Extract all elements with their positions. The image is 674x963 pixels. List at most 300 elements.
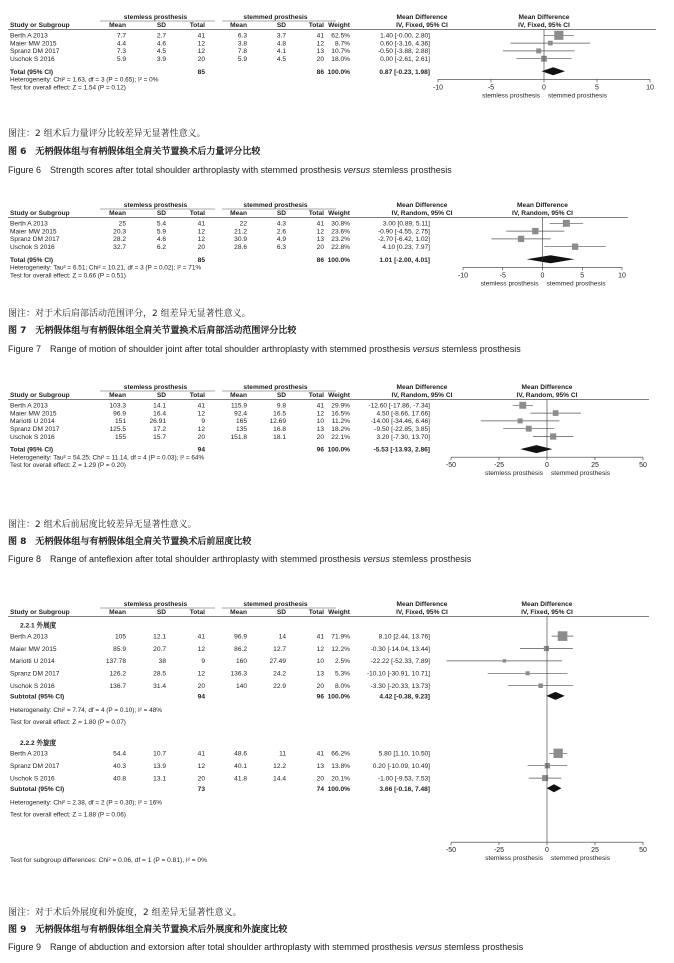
header-total1-1: Total bbox=[189, 209, 205, 217]
header-method-right-3: IV, Fixed, 95% CI bbox=[521, 608, 573, 616]
effect-square-0-2 bbox=[536, 48, 541, 53]
fig7-title-cn: 图 7 无柄假体组与有柄假体组全肩关节置换术后肩部活动范围评分比较 bbox=[8, 326, 297, 336]
study-sd1-2-2: 26.91 bbox=[149, 418, 166, 426]
x-tick-label-0-1: -5 bbox=[487, 84, 495, 92]
study-name-2-3: Spranz DM 2017 bbox=[10, 426, 60, 433]
x-tick-label-0-4: 10 bbox=[646, 84, 654, 92]
overall-effect-1: Test for overall effect: Z = 0.66 (P = 0.51) bbox=[10, 272, 126, 280]
x-label-left-3: stemless prosthesis bbox=[485, 855, 543, 863]
study-n2-1-0: 41 bbox=[316, 220, 324, 228]
header-mean2-3: Mean bbox=[230, 608, 247, 616]
study-mean1-2-1: 96.9 bbox=[113, 410, 126, 418]
study-n1-2-3: 12 bbox=[197, 426, 205, 433]
study-name-2-4: Uschok S 2016 bbox=[10, 433, 55, 441]
fig7-title-en: Figure 7 Range of motion of shoulder joint after total shoulder arthroplasty with stemmed prosthesis versus stemless prosthesis bbox=[8, 344, 521, 354]
study-name-0-3: Uschok S 2016 bbox=[10, 56, 55, 63]
subtotal-ci-3-1: 3.66 [-0.16, 7.48] bbox=[379, 785, 430, 793]
subgroup-overall-1: Test for overall effect: Z = 1.88 (P = 0.06) bbox=[10, 811, 126, 819]
study-sd2-2-1: 16.5 bbox=[273, 410, 286, 418]
fig6-note: 图注：2 组术后力量评分比较差异无显著性意义。 bbox=[8, 129, 206, 139]
study-mean2-3-0-4: 140 bbox=[235, 683, 247, 690]
subtotal-ci-3-0: 4.42 [-0.38, 9.23] bbox=[379, 693, 430, 701]
study-n2-2-1: 12 bbox=[316, 410, 324, 418]
study-n1-2-4: 20 bbox=[197, 433, 205, 441]
study-mean1-3-0-0: 105 bbox=[114, 633, 126, 641]
study-weight-1-3: 22.8% bbox=[331, 244, 350, 251]
study-sd1-1-0: 5.4 bbox=[156, 220, 166, 228]
study-ci-3-0-2: -22.22 [-52.33, 7.89] bbox=[370, 658, 430, 666]
study-mean2-1-2: 30.9 bbox=[234, 236, 247, 244]
study-n1-3-0-3: 12 bbox=[197, 670, 205, 678]
study-mean2-2-2: 165 bbox=[235, 418, 247, 426]
study-ci-3-1-1: 0.20 [-10.09, 10.49] bbox=[372, 763, 430, 770]
subtotal-label-3-1: Subtotal (95% CI) bbox=[10, 785, 65, 793]
header-total1-3: Total bbox=[189, 608, 205, 616]
effect-square-3-0-2 bbox=[503, 659, 506, 662]
effect-square-3-0-3 bbox=[526, 671, 530, 675]
subgroup-heterogeneity-0: Heterogeneity: Chi² = 7.74, df = 4 (P = 0.10); I² = 48% bbox=[10, 707, 162, 715]
study-mean1-3-0-2: 137.78 bbox=[105, 658, 126, 666]
study-name-1-0: Berth A 2013 bbox=[10, 220, 48, 228]
fig9-note: 图注：对于术后外展度和外旋度，2 组差异无显著性意义。 bbox=[8, 908, 242, 918]
x-label-left-1: stemless prosthesis bbox=[480, 280, 539, 288]
header-total2-2: Total bbox=[308, 391, 324, 399]
study-mean2-2-0: 115.9 bbox=[230, 402, 247, 410]
study-weight-2-2: 11.2% bbox=[331, 418, 350, 426]
study-sd2-3-1-0: 11 bbox=[279, 750, 286, 758]
study-mean2-1-3: 28.6 bbox=[234, 244, 247, 251]
study-ci-3-1-2: -1.00 [-9.53, 7.53] bbox=[377, 775, 430, 783]
header-sd1-1: SD bbox=[156, 209, 166, 217]
total-ci-1: 1.01 [-2.00, 4.01] bbox=[379, 256, 430, 264]
study-n2-1-3: 20 bbox=[316, 244, 324, 251]
study-ci-3-0-4: -3.30 [-20.33, 13.73] bbox=[370, 683, 430, 690]
study-mean1-1-0: 25 bbox=[118, 220, 126, 228]
study-n1-0-3: 20 bbox=[197, 56, 205, 63]
study-mean2-2-1: 92.4 bbox=[234, 410, 247, 418]
header-study-3: Study or Subgroup bbox=[10, 608, 70, 616]
study-mean1-0-3: 5.9 bbox=[116, 56, 126, 63]
study-sd2-2-3: 16.8 bbox=[273, 426, 286, 433]
study-sd2-3-1-2: 14.4 bbox=[273, 775, 286, 783]
header-total1-0: Total bbox=[189, 21, 205, 29]
study-ci-0-3: 0.00 [-2.61, 2.61] bbox=[380, 56, 430, 63]
study-n1-3-0-0: 41 bbox=[197, 633, 205, 641]
study-sd1-1-1: 5.9 bbox=[156, 228, 166, 236]
subtotal-label-3-0: Subtotal (95% CI) bbox=[10, 693, 65, 701]
header-group1-3: stemless prosthesis bbox=[123, 601, 188, 608]
study-mean1-1-1: 20.3 bbox=[113, 228, 126, 236]
header-method-right-0: IV, Fixed, 95% CI bbox=[518, 21, 570, 29]
header-md-right-2: Mean Difference bbox=[521, 384, 573, 391]
study-n2-0-1: 12 bbox=[316, 40, 324, 48]
fig6-title-en: Figure 6 Strength scores after total shoulder arthroplasty with stemmed prosthesis versus stemless prosthesis bbox=[8, 165, 452, 175]
study-sd2-3-0-3: 24.2 bbox=[273, 670, 286, 678]
header-md-left-1: Mean Difference bbox=[396, 202, 448, 209]
study-sd1-0-0: 2.7 bbox=[156, 32, 166, 40]
study-name-3-0-1: Maier MW 2015 bbox=[10, 645, 57, 653]
study-sd1-3-0-0: 12.1 bbox=[153, 633, 166, 641]
study-sd2-1-2: 4.9 bbox=[276, 236, 286, 244]
study-name-3-0-0: Berth A 2013 bbox=[10, 633, 48, 641]
study-name-3-0-4: Uschok S 2016 bbox=[10, 683, 55, 690]
fig8-title-cn: 图 8 无柄假体组与有柄假体组全肩关节置换术后前屈度比较 bbox=[8, 537, 252, 547]
study-n2-3-1-1: 13 bbox=[316, 763, 324, 770]
study-weight-3-0-2: 2.5% bbox=[334, 658, 350, 666]
heterogeneity-0: Heterogeneity: Chi² = 1.63, df = 3 (P = 0.65); I² = 0% bbox=[10, 76, 159, 84]
study-weight-2-3: 18.2% bbox=[331, 426, 350, 433]
study-ci-1-1: -0.90 [-4.55, 2.75] bbox=[377, 228, 430, 236]
header-mean1-1: Mean bbox=[109, 209, 126, 217]
header-group2-2: stemmed prosthesis bbox=[243, 384, 308, 391]
header-weight-3: Weight bbox=[328, 608, 350, 616]
header-mean1-0: Mean bbox=[109, 21, 126, 29]
effect-square-2-3 bbox=[526, 426, 532, 432]
study-mean2-2-3: 135 bbox=[235, 426, 247, 433]
study-ci-2-3: -9.50 [-22.85, 3.85] bbox=[374, 426, 430, 433]
study-weight-1-1: 23.6% bbox=[331, 228, 350, 236]
study-mean2-3-0-0: 96.9 bbox=[234, 633, 247, 641]
study-n1-3-1-2: 20 bbox=[197, 775, 205, 783]
header-total2-1: Total bbox=[308, 209, 324, 217]
header-sd1-2: SD bbox=[156, 391, 166, 399]
heterogeneity-2: Heterogeneity: Tau² = 54.25; Chi² = 11.14, df = 4 (P = 0.03); I² = 64% bbox=[10, 454, 205, 462]
header-weight-0: Weight bbox=[328, 21, 350, 29]
x-label-right-1: stemmed prosthesis bbox=[546, 280, 606, 288]
study-n1-1-2: 12 bbox=[197, 236, 205, 244]
study-sd2-2-2: 12.69 bbox=[269, 418, 286, 426]
subtotal-weight-3-1: 100.0% bbox=[327, 785, 350, 793]
study-n1-3-0-2: 9 bbox=[201, 658, 205, 666]
study-mean2-3-1-0: 48.6 bbox=[234, 750, 247, 758]
study-sd2-3-0-4: 22.9 bbox=[273, 683, 286, 690]
study-weight-3-1-1: 13.8% bbox=[331, 763, 350, 770]
study-ci-0-1: 0.60 [-3.16, 4.36] bbox=[380, 40, 430, 48]
header-mean1-2: Mean bbox=[109, 391, 126, 399]
study-sd1-3-1-0: 10.7 bbox=[153, 750, 166, 758]
x-tick-label-3-2: 0 bbox=[545, 847, 549, 855]
header-sd2-1: SD bbox=[276, 209, 286, 217]
study-mean2-3-0-2: 160 bbox=[235, 658, 247, 666]
study-mean1-2-4: 155 bbox=[114, 433, 126, 441]
study-sd2-1-0: 4.3 bbox=[276, 220, 286, 228]
study-weight-3-1-2: 20.1% bbox=[331, 775, 350, 783]
total-n2-2: 96 bbox=[316, 446, 324, 454]
effect-square-3-0-1 bbox=[544, 646, 549, 651]
fig8-title-en: Figure 8 Range of anteflexion after total shoulder arthroplasty with stemmed prosthesis versus stemless prosthesis bbox=[8, 554, 472, 564]
header-mean2-1: Mean bbox=[230, 209, 247, 217]
total-ci-0: 0.87 [-0.23, 1.98] bbox=[379, 68, 430, 76]
effect-square-2-4 bbox=[550, 433, 556, 439]
study-sd2-2-0: 9.8 bbox=[276, 402, 286, 410]
study-weight-2-1: 16.5% bbox=[331, 410, 350, 418]
study-n2-3-0-1: 12 bbox=[316, 645, 324, 653]
header-sd1-0: SD bbox=[156, 21, 166, 29]
study-sd2-3-0-1: 12.7 bbox=[273, 645, 286, 653]
overall-effect-2: Test for overall effect: Z = 1.29 (P = 0.20) bbox=[10, 462, 126, 470]
study-name-1-3: Uschok S 2016 bbox=[10, 244, 55, 251]
total-n1-2: 94 bbox=[197, 446, 205, 454]
study-ci-1-3: 4.10 [0.23, 7.97] bbox=[382, 244, 430, 251]
header-method-left-1: IV, Random, 95% CI bbox=[391, 209, 453, 217]
x-tick-label-1-3: 5 bbox=[580, 272, 585, 280]
study-n1-1-1: 12 bbox=[197, 228, 205, 236]
study-sd1-1-2: 4.6 bbox=[156, 236, 166, 244]
study-sd2-3-1-1: 12.2 bbox=[273, 763, 286, 770]
study-mean2-0-1: 3.8 bbox=[237, 40, 247, 48]
study-mean1-3-1-0: 54.4 bbox=[113, 750, 126, 758]
header-group2-0: stemmed prosthesis bbox=[243, 14, 308, 21]
study-n1-1-0: 41 bbox=[197, 220, 205, 228]
study-n1-3-1-1: 12 bbox=[197, 763, 205, 770]
header-total2-3: Total bbox=[308, 608, 324, 616]
study-name-2-0: Berth A 2013 bbox=[10, 402, 48, 410]
header-group1-2: stemless prosthesis bbox=[123, 384, 188, 391]
study-ci-2-1: 4.50 [-8.66, 17.66] bbox=[376, 410, 430, 418]
total-label-1: Total (95% CI) bbox=[10, 256, 54, 264]
study-mean2-3-0-3: 136.3 bbox=[230, 670, 247, 678]
effect-square-2-0 bbox=[519, 402, 526, 409]
study-mean1-0-2: 7.3 bbox=[116, 48, 126, 56]
study-sd2-1-3: 6.3 bbox=[276, 244, 286, 251]
fig7-note: 图注：对于术后肩部活动范围评分，2 组差异无显著性意义。 bbox=[8, 309, 251, 319]
study-n2-0-0: 41 bbox=[316, 32, 324, 40]
effect-square-2-1 bbox=[553, 410, 559, 416]
total-n2-0: 86 bbox=[316, 68, 324, 76]
subgroup-overall-0: Test for overall effect: Z = 1.80 (P = 0.07) bbox=[10, 719, 126, 726]
x-tick-label-2-1: -25 bbox=[493, 462, 505, 470]
study-name-3-0-3: Spranz DM 2017 bbox=[10, 670, 60, 678]
study-name-0-0: Berth A 2013 bbox=[10, 32, 48, 40]
header-group2-1: stemmed prosthesis bbox=[243, 202, 308, 209]
study-sd2-0-3: 4.5 bbox=[276, 56, 286, 63]
study-n1-3-0-1: 12 bbox=[197, 645, 205, 653]
header-sd2-2: SD bbox=[276, 391, 286, 399]
study-weight-1-0: 30.8% bbox=[331, 220, 350, 228]
subgroup-heterogeneity-1: Heterogeneity: Chi² = 2.38, df = 2 (P = 0.30); I² = 16% bbox=[10, 799, 162, 807]
study-mean1-3-0-4: 136.7 bbox=[109, 683, 126, 690]
header-mean2-0: Mean bbox=[230, 21, 247, 29]
header-method-left-0: IV, Fixed, 95% CI bbox=[396, 21, 448, 29]
study-sd1-3-0-4: 31.4 bbox=[153, 683, 166, 690]
effect-square-3-1-0 bbox=[553, 749, 562, 758]
total-n1-1: 85 bbox=[197, 256, 205, 264]
total-diamond-1 bbox=[527, 255, 575, 263]
x-tick-label-0-0: -10 bbox=[432, 84, 444, 92]
study-mean1-3-1-2: 40.8 bbox=[113, 775, 126, 783]
x-tick-label-3-4: 50 bbox=[639, 847, 647, 855]
header-md-left-3: Mean Difference bbox=[396, 601, 448, 608]
study-mean1-2-0: 103.3 bbox=[109, 402, 126, 410]
study-ci-1-2: -2.70 [-6.42, 1.02] bbox=[377, 236, 430, 244]
x-label-left-0: stemless prosthesis bbox=[482, 92, 540, 100]
study-ci-2-2: -14.00 [-34.46, 6.46] bbox=[370, 418, 430, 426]
study-name-0-1: Maier MW 2015 bbox=[10, 40, 57, 48]
study-name-0-2: Spranz DM 2017 bbox=[10, 48, 60, 56]
effect-square-2-2 bbox=[518, 418, 523, 423]
study-weight-2-4: 22.1% bbox=[331, 433, 350, 441]
header-total1-2: Total bbox=[189, 391, 205, 399]
header-md-right-0: Mean Difference bbox=[518, 14, 570, 21]
header-group1-0: stemless prosthesis bbox=[123, 14, 188, 21]
study-n2-3-0-4: 20 bbox=[316, 683, 324, 690]
study-weight-3-0-4: 8.0% bbox=[334, 683, 350, 690]
header-weight-2: Weight bbox=[328, 391, 350, 399]
subgroup-label-1: 2.2.2 外旋度 bbox=[20, 739, 57, 747]
study-weight-2-0: 29.9% bbox=[331, 402, 350, 410]
study-n2-0-3: 20 bbox=[316, 56, 324, 63]
study-mean2-0-0: 6.3 bbox=[237, 32, 247, 40]
x-label-right-0: stemmed prosthesis bbox=[548, 92, 607, 100]
effect-square-3-1-1 bbox=[545, 763, 550, 768]
study-n2-2-0: 41 bbox=[316, 402, 324, 410]
study-ci-2-0: -12.60 [-17.86, -7.34] bbox=[368, 402, 430, 410]
header-study-2: Study or Subgroup bbox=[10, 391, 70, 399]
x-tick-label-1-2: 0 bbox=[540, 272, 545, 280]
header-sd1-3: SD bbox=[156, 608, 166, 616]
total-n1-0: 85 bbox=[197, 68, 205, 76]
total-diamond-2 bbox=[520, 445, 552, 453]
study-sd1-2-3: 17.2 bbox=[153, 426, 166, 433]
study-name-1-2: Spranz DM 2017 bbox=[10, 236, 60, 244]
study-name-1-1: Maier MW 2015 bbox=[10, 228, 57, 236]
header-md-right-3: Mean Difference bbox=[521, 601, 573, 608]
study-mean1-1-3: 32.7 bbox=[113, 244, 126, 251]
study-name-3-0-2: Mariotti U 2014 bbox=[10, 658, 55, 666]
study-mean1-3-0-3: 126.2 bbox=[109, 670, 126, 678]
study-mean1-2-2: 151 bbox=[114, 418, 126, 426]
x-label-right-3: stemmed prosthesis bbox=[551, 855, 610, 863]
study-weight-1-2: 23.2% bbox=[331, 236, 350, 244]
header-md-left-2: Mean Difference bbox=[396, 384, 448, 391]
header-method-right-1: IV, Random, 95% CI bbox=[512, 209, 573, 217]
study-mean1-0-1: 4.4 bbox=[116, 40, 126, 48]
total-weight-2: 100.0% bbox=[327, 446, 350, 454]
x-tick-label-1-1: -5 bbox=[499, 272, 506, 280]
header-total2-0: Total bbox=[308, 21, 324, 29]
study-sd1-3-0-3: 28.5 bbox=[153, 670, 166, 678]
study-n1-3-1-0: 41 bbox=[197, 750, 205, 758]
study-n2-1-1: 12 bbox=[316, 228, 324, 236]
study-mean2-3-1-1: 40.1 bbox=[234, 763, 247, 770]
study-ci-0-2: -0.50 [-3.88, 2.88] bbox=[377, 48, 430, 56]
total-n2-1: 86 bbox=[316, 256, 324, 264]
study-n2-0-2: 13 bbox=[316, 48, 324, 56]
total-diamond-0 bbox=[542, 67, 565, 75]
study-ci-3-0-0: 8.10 [2.44, 13.76] bbox=[378, 633, 430, 641]
study-n1-2-0: 41 bbox=[197, 402, 205, 410]
x-tick-label-2-0: -50 bbox=[445, 462, 457, 470]
study-weight-0-3: 18.0% bbox=[331, 56, 350, 63]
study-n1-0-2: 12 bbox=[197, 48, 205, 56]
study-sd2-2-4: 18.1 bbox=[273, 433, 286, 441]
study-n2-3-0-3: 13 bbox=[316, 670, 324, 678]
study-weight-3-0-1: 12.2% bbox=[331, 645, 350, 653]
x-label-left-2: stemless prosthesis bbox=[485, 470, 543, 478]
effect-square-3-0-4 bbox=[538, 683, 543, 688]
study-mean2-0-2: 7.8 bbox=[237, 48, 247, 56]
header-md-right-1: Mean Difference bbox=[517, 202, 568, 209]
study-n1-0-0: 41 bbox=[197, 32, 205, 40]
study-sd2-0-1: 4.8 bbox=[276, 40, 286, 48]
study-sd1-0-3: 3.9 bbox=[156, 56, 166, 63]
study-weight-3-0-3: 5.3% bbox=[334, 670, 350, 678]
study-mean1-3-1-1: 40.3 bbox=[113, 763, 126, 770]
total-weight-1: 100.0% bbox=[327, 256, 350, 264]
subtotal-weight-3-0: 100.0% bbox=[327, 693, 350, 701]
study-ci-3-0-3: -10.10 [-30.91, 10.71] bbox=[366, 670, 430, 678]
subtotal-n1-3-1: 73 bbox=[197, 785, 205, 793]
study-name-3-1-2: Uschok S 2016 bbox=[10, 775, 55, 783]
study-weight-3-1-0: 66.2% bbox=[331, 750, 350, 758]
subtotal-diamond-3-1 bbox=[547, 784, 562, 792]
effect-square-1-1 bbox=[532, 228, 538, 234]
study-n2-3-0-2: 10 bbox=[316, 658, 324, 666]
study-mean1-2-3: 125.5 bbox=[109, 426, 126, 433]
study-mean2-3-1-2: 41.8 bbox=[234, 775, 247, 783]
study-sd1-3-1-2: 13.1 bbox=[153, 775, 166, 783]
study-n2-2-4: 20 bbox=[316, 433, 324, 441]
study-ci-2-4: 3.20 [-7.30, 13.70] bbox=[376, 433, 430, 441]
x-tick-label-0-2: 0 bbox=[542, 84, 546, 92]
study-name-2-1: Maier MW 2015 bbox=[10, 410, 57, 418]
study-mean2-1-1: 21.2 bbox=[234, 228, 247, 236]
x-tick-label-3-0: -50 bbox=[445, 847, 457, 855]
study-weight-0-2: 10.7% bbox=[331, 48, 350, 56]
study-sd2-0-0: 3.7 bbox=[276, 32, 286, 40]
study-sd1-3-1-1: 13.9 bbox=[153, 763, 166, 770]
effect-square-1-3 bbox=[572, 244, 578, 250]
study-n1-2-2: 9 bbox=[201, 418, 205, 426]
x-tick-label-2-2: 0 bbox=[545, 462, 549, 470]
study-n2-3-0-0: 41 bbox=[316, 633, 324, 641]
study-ci-3-0-1: -0.30 [-14.04, 13.44] bbox=[370, 645, 430, 653]
study-mean2-0-3: 5.9 bbox=[237, 56, 247, 63]
study-sd1-1-3: 6.2 bbox=[156, 244, 166, 251]
effect-square-1-0 bbox=[563, 220, 570, 227]
effect-square-3-0-0 bbox=[558, 631, 568, 641]
subtotal-n2-3-0: 96 bbox=[316, 693, 324, 701]
header-method-left-2: IV, Random, 95% CI bbox=[391, 391, 453, 399]
x-tick-label-2-4: 50 bbox=[639, 462, 647, 470]
study-sd2-0-2: 4.1 bbox=[276, 48, 286, 56]
study-n1-0-1: 12 bbox=[197, 40, 205, 48]
header-study-1: Study or Subgroup bbox=[10, 209, 70, 217]
x-tick-label-3-1: -25 bbox=[493, 847, 505, 855]
subtotal-diamond-3-0 bbox=[546, 692, 564, 700]
study-n2-2-2: 10 bbox=[316, 418, 324, 426]
study-mean1-0-0: 7.7 bbox=[116, 32, 126, 40]
subtotal-n1-3-0: 94 bbox=[197, 693, 205, 701]
study-n1-2-1: 12 bbox=[197, 410, 205, 418]
study-n2-1-2: 13 bbox=[316, 236, 324, 244]
study-mean2-1-0: 22 bbox=[239, 220, 247, 228]
study-n1-1-3: 20 bbox=[197, 244, 205, 251]
x-tick-label-1-0: -10 bbox=[457, 272, 469, 280]
study-n2-3-1-2: 20 bbox=[316, 775, 324, 783]
study-name-3-1-1: Spranz DM 2017 bbox=[10, 763, 60, 770]
study-n1-3-0-4: 20 bbox=[197, 683, 205, 690]
header-sd2-0: SD bbox=[276, 21, 286, 29]
effect-square-0-0 bbox=[554, 31, 563, 40]
study-name-3-1-0: Berth A 2013 bbox=[10, 750, 48, 758]
study-sd1-2-4: 15.7 bbox=[153, 433, 166, 441]
header-study-0: Study or Subgroup bbox=[10, 21, 70, 29]
study-ci-0-0: 1.40 [-0.00, 2.80] bbox=[380, 32, 430, 40]
study-ci-1-0: 3.00 [0.89, 5.11] bbox=[382, 220, 430, 228]
total-label-0: Total (95% CI) bbox=[10, 68, 54, 76]
study-weight-0-0: 62.5% bbox=[331, 32, 350, 40]
